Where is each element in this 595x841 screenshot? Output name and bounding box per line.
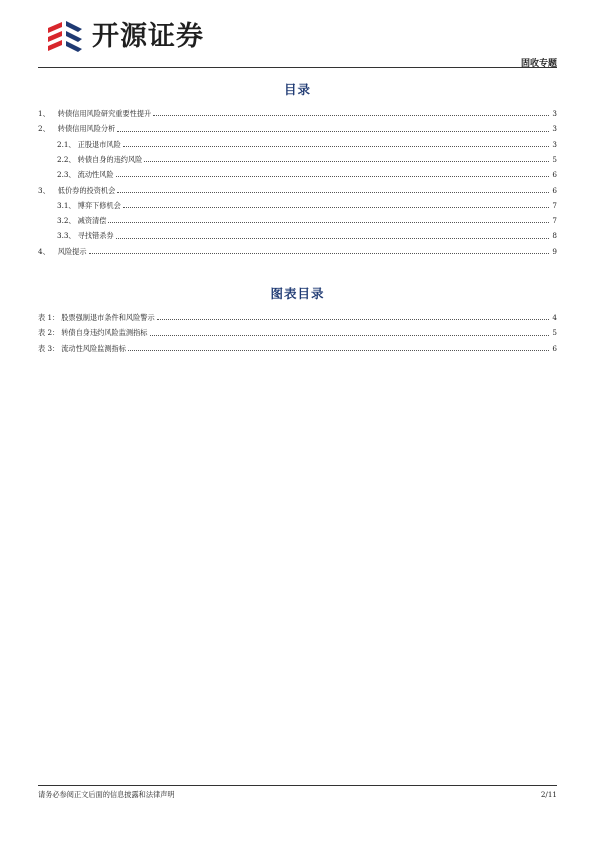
dot-leader [144,161,549,162]
toc-entry[interactable] [38,133,557,148]
toc-entry[interactable] [38,178,557,193]
toc-entry[interactable] [38,194,557,209]
toc-entry-number: 2.2、 [57,154,76,164]
dot-leader [117,131,549,132]
toc-entry-label: 低价券的投资机会 [57,185,116,195]
toc-entry-page: 9 [552,246,557,256]
toc-entry[interactable] [38,240,557,255]
brand-logo [46,18,204,54]
toc-entry-number: 3.3、 [57,231,76,241]
kaiyuan-logo-icon [46,18,86,54]
page-header [0,0,595,70]
dot-leader [150,335,550,336]
toc-entry-number: 3.2、 [57,216,76,226]
toc-entry-page: 6 [552,170,557,180]
toc-entry-number: 表 1： [38,313,60,323]
toc-entry-number: 表 2： [38,328,60,338]
toc-entry-number: 3、 [38,185,50,195]
report-type-label: 固收专题 [520,59,557,69]
footer-disclaimer: 请务必参阅正文后面的信息披露和法律声明 [38,790,175,799]
dot-leader [157,319,549,320]
toc-entry-label: 流动性风险监测指标 [61,343,126,353]
toc-entry-page: 6 [552,343,557,353]
figures-toc-title: 图表目录 [270,286,325,301]
toc-entry[interactable] [38,163,557,178]
figure-toc-entry[interactable] [38,321,557,336]
toc-entry-label: 转债信用风险分析 [57,124,116,134]
dot-leader [89,253,549,254]
toc-entry-label: 流动性风险 [77,170,114,180]
toc-entry-page: 3 [552,109,557,119]
toc-list [38,102,557,255]
toc-entry-label: 股票强制退市条件和风险警示 [61,313,155,323]
dot-leader [123,146,549,147]
figures-toc-list [38,306,557,352]
toc-entry-label: 风险提示 [57,246,87,256]
toc-title: 目录 [283,82,311,97]
figure-toc-entry[interactable] [38,306,557,321]
toc-entry-page: 7 [552,216,557,226]
toc-entry-page: 4 [552,313,557,323]
toc-entry[interactable] [38,102,557,117]
brand-name: 开源证券 [92,20,204,52]
toc-entry-page: 3 [552,139,557,149]
toc-entry-label: 转债自身违约风险监测指标 [61,328,148,338]
toc-entry[interactable] [38,224,557,239]
toc-entry-page: 3 [552,124,557,134]
toc-entry-label: 博弈下修机会 [77,200,121,210]
dot-leader [116,176,549,177]
dot-leader [108,222,549,223]
dot-leader [123,207,549,208]
toc-entry-number: 2、 [38,124,50,134]
figure-toc-entry[interactable] [38,337,557,352]
toc-entry-number: 3.1、 [57,200,76,210]
toc-entry-label: 转债自身的违约风险 [77,154,143,164]
header-divider [38,67,557,68]
toc-entry-label: 转债信用风险研究重要性提升 [57,109,152,119]
footer-divider [38,785,557,786]
toc-entry-label: 寻找错杀券 [77,231,114,241]
dot-leader [128,350,549,351]
toc-entry[interactable] [38,148,557,163]
toc-entry[interactable] [38,117,557,132]
toc-entry-page: 5 [552,328,557,338]
toc-entry-page: 5 [552,154,557,164]
footer-page-number: 2/11 [540,790,557,799]
toc-entry-page: 7 [552,200,557,210]
toc-entry-number: 1、 [38,109,50,119]
toc-entry-page: 8 [552,231,557,241]
toc-entry-label: 减资清偿 [77,216,107,226]
dot-leader [153,115,549,116]
toc-entry-number: 2.3、 [57,170,76,180]
dot-leader [117,192,549,193]
toc-entry-number: 表 3： [38,343,60,353]
toc-entry-number: 4、 [38,246,50,256]
dot-leader [116,238,549,239]
toc-entry-label: 正股退市风险 [77,139,121,149]
toc-entry-page: 6 [552,185,557,195]
toc-entry-number: 2.1、 [57,139,76,149]
toc-entry[interactable] [38,209,557,224]
